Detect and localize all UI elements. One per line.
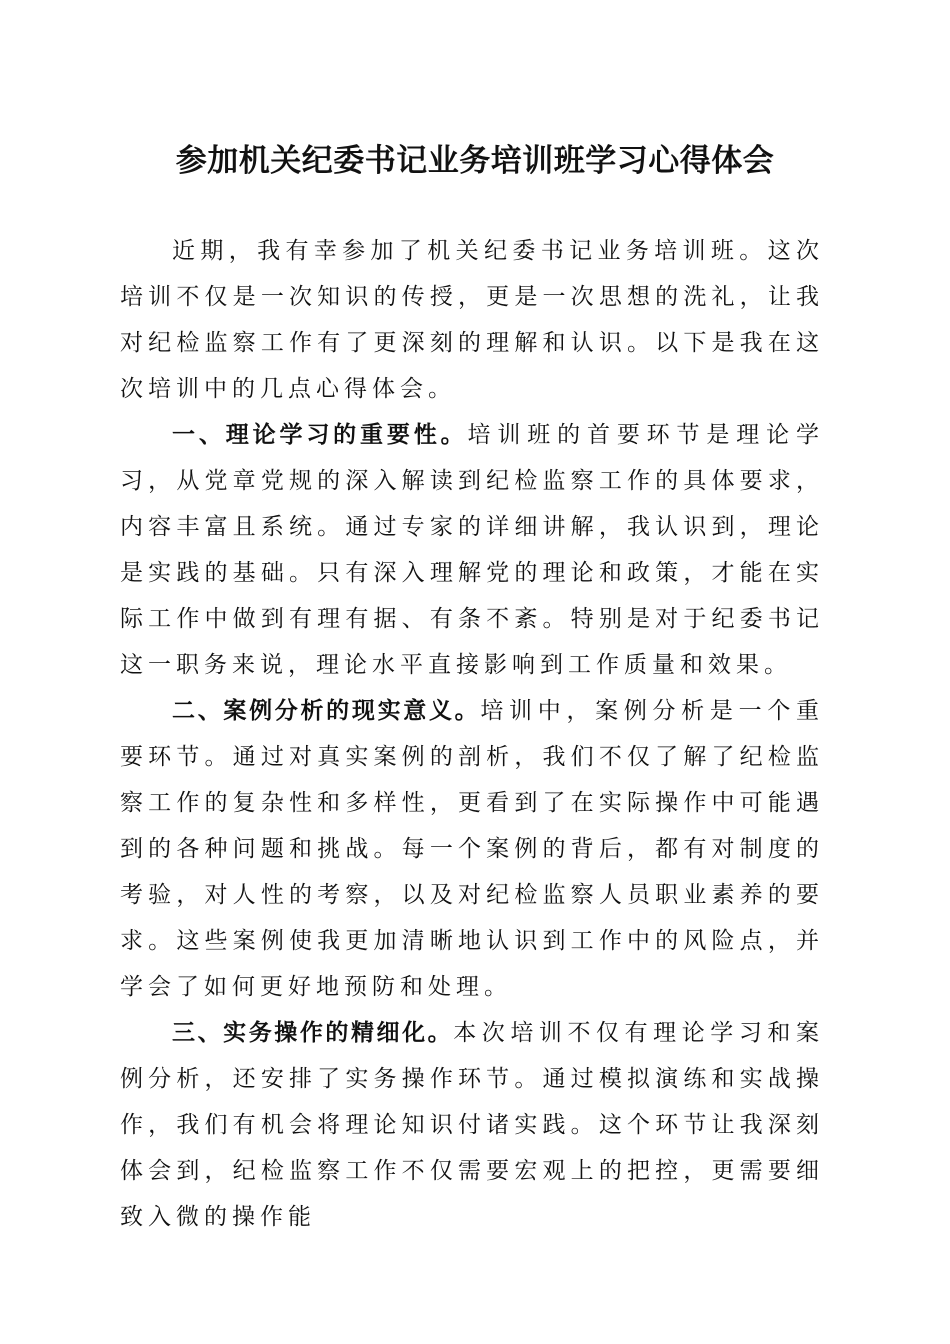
- section-heading: 一、理论学习的重要性。: [172, 422, 468, 448]
- section-heading: 三、实务操作的精细化。: [172, 1020, 454, 1046]
- paragraph-text: 近期，我有幸参加了机关纪委书记业务培训班。这次培训不仅是一次知识的传授，更是一次思想的洗礼，让我对纪检监察工作有了更深刻的理解和认识。以下是我在这次培训中的几点心得体会。: [120, 238, 824, 402]
- paragraph-section-2: [120, 688, 824, 1010]
- paragraph-section-1: [120, 412, 824, 688]
- paragraph-intro: [120, 228, 824, 412]
- paragraph-section-3: [120, 1010, 824, 1240]
- document-body: [120, 228, 824, 1240]
- paragraph-text: 培训班的首要环节是理论学习，从党章党规的深入解读到纪检监察工作的具体要求，内容丰富且系统。通过专家的详细讲解，我认识到，理论是实践的基础。只有深入理解党的理论和政策，才能在实际工作中做到有理有据、有条不紊。特别是对于纪委书记这一职务来说，理论水平直接影响到工作质量和效果。: [120, 422, 825, 678]
- paragraph-text: 本次培训不仅有理论学习和案例分析，还安排了实务操作环节。通过模拟演练和实战操作，我们有机会将理论知识付诸实践。这个环节让我深刻体会到，纪检监察工作不仅需要宏观上的把控，更需要细致入微的操作能: [120, 1020, 825, 1230]
- section-heading: 二、案例分析的现实意义。: [172, 698, 481, 724]
- document-title: 参加机关纪委书记业务培训班学习心得体会: [175, 143, 775, 179]
- paragraph-text: 培训中，案例分析是一个重要环节。通过对真实案例的剖析，我们不仅了解了纪检监察工作的复杂性和多样性，更看到了在实际操作中可能遇到的各种问题和挑战。每一个案例的背后，都有对制度的考验，对人性的考察，以及对纪检监察人员职业素养的要求。这些案例使我更加清晰地认识到工作中的风险点，并学会了如何更好地预防和处理。: [120, 698, 825, 1000]
